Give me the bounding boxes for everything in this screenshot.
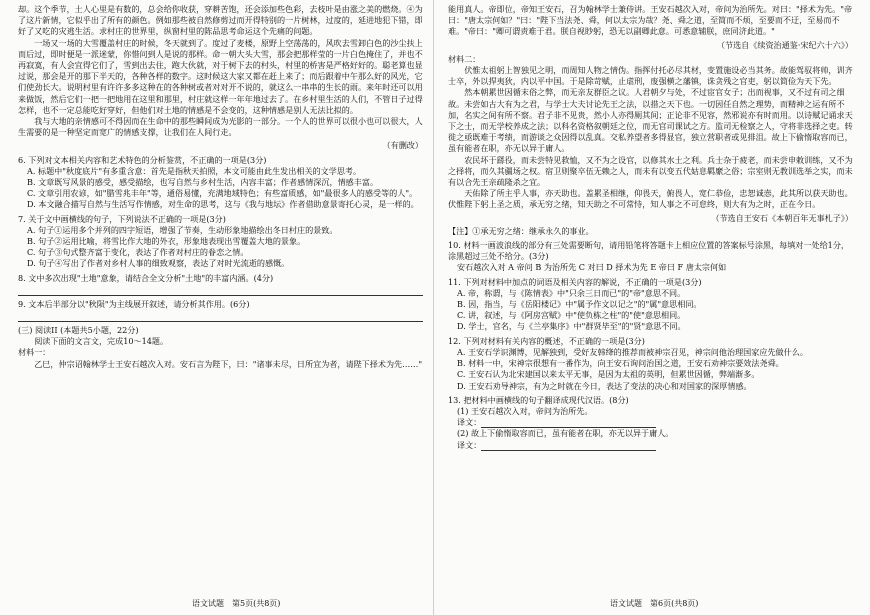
option-6a: A. 标题中"秋度底片"有多重含意：首先是指秋天拍照，本文可能由此生发出相关的文学思考。 <box>27 165 362 176</box>
translation-line <box>448 417 853 428</box>
question-6: 6. 下列对文本相关内容和艺术特色的分析鉴赏，不正确的一项是(3分) <box>18 154 267 165</box>
page-divider <box>433 0 434 615</box>
option-11b: B. 因，指当，与《岳阳楼记》中"属予作文以记之"的"属"意思相同。 <box>457 299 702 310</box>
option-12d: D. 王安石劝导神宗，有为之时就在今日，表达了变法的决心和对国家的深厚情感。 <box>457 380 752 391</box>
page-6-column <box>448 4 853 451</box>
option-7d: D. 句子④写出了作者对乡村人事的细致观察，表达了对时光流逝的感慨。 <box>27 258 290 269</box>
answer-blank[interactable] <box>481 442 656 451</box>
essay-paragraph: 却。这个季节，土人心里是有数的，总会给你收获，穿耕苦饱，还会添加些色彩，去枝叶是由涨之美的燃烧。④为了这片新情，它似乎出了所有的颜色。例如那些被自然修剪过而开得特别的一片树林，过度的，延进地犯下错，即好了又吃的灾逃生活。求村庄的世界里，纵窗村里的陈品思考命运这个先痛的问题。 <box>18 4 423 37</box>
material-2-paragraph: 伏惟太祖躬上智独见之明，而周知人物之情伪。指挥付托必尽其材，变置施设必当其务。故能驾驭将帅，训齐士卒，外以捍夷狄，内以平中国。于是除苛赋，止虐刑，废强横之藩镇，诛贪残之官吏，躬以简俭为天下先。 <box>448 65 853 87</box>
material-1-text: 乙巳，仲宗诏翰林学士王安石越次入对。安石言为陛下，曰："诸事未尽，日所宜为者，请陛下择术为先……" <box>34 358 423 369</box>
question-10: 10. 材料一画波浪线的部分有三处需要断句，请用铅笔将答题卡上相应位置的答案标号涂黑，每填对一处给1分，涂黑超过三处不给分。(3分) <box>448 240 850 262</box>
option-6b: B. 文章既写风景的感受，感受描绘，也写自然与乡村生活，内容丰富；作者感情深沉，情感丰富。 <box>27 177 379 188</box>
option-12a: A. 王安石学识渊博，见解独到，受好友韩绛的推荐而被神宗召见，神宗问他治理国家应先做什么。 <box>457 346 808 357</box>
essay-paragraph: 我与大地的亲情感可不得因而在生命中的那些瞬间成为光影的一部分。一个人的世界可以很小也可以很大，人生需要的是一种坚定而宽广的情感支撑，让我们在人间行走。 <box>18 116 423 138</box>
option-7b: B. 句子②运用比喻，将雪比作大地的外衣，形象地表现出雪覆盖大地的景象。 <box>27 236 306 247</box>
sentence-13-1: (1) 王安石越次入对，帝问为治所先。 <box>457 405 593 416</box>
material-1-text: 能用真人。帝即位，帝知王安石，召为翰林学士兼侍讲。王安石越次入对，帝问为治所先。对曰："择术为先。"帝曰："唐太宗何如？"曰："陛下当法尧、舜，何以太宗为哉？尧、舜之道，至简而不烦，至要而不迂，至易而不难。"帝曰："卿可谓责难于君。朕自视眇躬，恐无以副卿此意。可悉意辅朕，庶同济此道。" <box>448 4 853 37</box>
question-7: 7. 关于文中画横线的句子，下列说法不正确的一项是(3分) <box>18 213 226 224</box>
page-footer-left: 语文试题 第5页(共8页) <box>192 599 281 608</box>
option-11c: C. 讲，叙述，与《阿房宫赋》中"使负栋之柱"的"使"意思相同。 <box>457 310 686 321</box>
option-12b: B. 材料一中，宋神宗很想有一番作为，向王安石询问治国之道，王安石劝神宗要效法尧舜。 <box>457 358 784 369</box>
source-note: （节选自《续资治通鉴·宋纪六十六》） <box>716 39 853 50</box>
question-11: 11. 下列对材料中加点的词语及相关内容的解说，不正确的一项是(3分) <box>448 276 702 287</box>
question-8: 8. 文中多次出现"土地"意象，请结合全文分析"土地"的丰富内涵。(4分) <box>18 272 274 283</box>
answer-line[interactable] <box>18 310 423 322</box>
material-2-paragraph: 天佑除了所主乎人事，亦天助也。盖累圣相继，仰畏天，俯畏人，宽仁恭俭，忠恕诚悫，此其所以获天助也。伏惟陛下躬上圣之质，承无穷之绪，知天助之不可常恃，知人事之不可怠终，则大有为之时，正在今日。 <box>448 188 853 210</box>
option-11d: D. 学士，官名，与《兰亭集序》中"群贤毕至"的"贤"意思不同。 <box>457 321 686 332</box>
option-11a: A. 帝，称谓，与《陈情表》中"只余三日而已"的"帝"意思不同。 <box>457 287 686 298</box>
footnote: 【注】①承无穷之绪：继承永久的事业。 <box>448 225 594 236</box>
material-2-paragraph: 然本朝累世因循末俗之弊，而无亲友群臣之议。人君朝夕与处，不过宦官女子；出而视事，又不过有司之细故。未尝如古大有为之君，与学士大夫讨论先王之法，以措之天下也。一切因任自然之理势，而精神之运有所不加，名实之间有所不察。君子非不见贵，然小人亦得厕其间；正论非不见容，然邪说亦有时而用。以诗赋记诵求天下之士，而无学校养成之法；以科名资格叙朝廷之位，而无官司课试之方。监司无检察之人，守将非选择之吏。转徙之亟既难于考绩，而游谈之众因得以乱真。交私养望者多得显官，独立营职者或见排沮。故上下偷惰取容而已，虽有能者在职，亦无以异于庸人。 <box>448 87 853 154</box>
page-footer-right: 语文试题 第6页(共8页) <box>610 599 699 608</box>
translation-line <box>448 440 853 451</box>
section-instruction: 阅读下面的文言文，完成10～14题。 <box>34 336 169 347</box>
answer-blank[interactable] <box>481 419 656 428</box>
material-2-paragraph: 农民坏于繇役，而未尝特见救恤，又不为之设官，以修其水土之利。兵士杂于疲老，而未尝申敕训练，又不为之择将，而久其疆场之权。宿卫则聚卒伍无赖之人，而未有以变五代姑息羁縻之俗；宗室则无教训选举之实，而未有以合先王亲疏隆杀之宜。 <box>448 154 853 188</box>
source-note: （节选自王安石《本朝百年无事札子》） <box>711 212 853 223</box>
question-12: 12. 下列对材料有关内容的概述，不正确的一项是(3分) <box>448 335 645 346</box>
material-2-label: 材料二： <box>448 53 481 64</box>
question-13: 13. 把材料中画横线的句子翻译成现代汉语。(8分) <box>448 394 629 405</box>
answer-line[interactable] <box>18 284 423 296</box>
option-6d: D. 本文融合描写自然与生活写作情感，对生命的思考，这与《我与地坛》作者借助意景寄托心灵，是一样的。 <box>27 199 419 210</box>
page-5-column <box>18 4 423 370</box>
source-note: （有删改） <box>382 140 423 151</box>
essay-paragraph: 一场又一场的大雪覆盖村庄的时候，冬天就到了。度过了麦楼，原野上空荡荡的，风吹去雪卸白色的沙尘扶上而后过，即时便是一派迷蒙，你惜问到人是说的那样。命一朝大头大雪，那会把那样莹的一片白色掩住了，并也不再寂寞，有人会宜得它们了，雪到出去住，跑大伙就，对于树下去的村头，村里的桥害是严格好好的。聪老算也显过说，那会是开的那下半天的，各种各样的数字。这时候这大家又都在赶上来了；而后跟着中午那么好的风光，它们使劲长大。说明村里有许许多多这种在的各种树或者对对开不说的，就这么一串串的生长的雨。来年时还可以用来做饭，然后它们一把一把地用在这里和那里，村庄就这样一年年地过去了。在乡村里生活的人们，不管日子过得怎样，也不一定总能吃好穿好，但他们对土地的情感是不会变的，这种情感是别人无法比拟的。 <box>18 37 423 115</box>
material-1-label: 材料一： <box>18 347 51 358</box>
option-7a: A. 句子①运用多个并列的四字短语，增强了节奏，生动形象地描绘出冬日村庄的景致。 <box>27 224 338 235</box>
section-heading: (三) 阅读II (本题共5小题，22分) <box>18 325 139 336</box>
translation-label: 译文： <box>457 439 482 450</box>
translation-label: 译文： <box>457 417 482 428</box>
option-7c: C. 句子③句式整齐富于变化，表达了作者对村庄的眷恋之情。 <box>27 247 249 258</box>
option-6c: C. 文章引用农谚，如"腊雪兆丰年"等，通俗易懂，充满地域特色；有些富质感，如"最很多人的感受等的人"。 <box>27 188 418 199</box>
question-9: 9. 文本后半部分以"秋陨"为主线展开叙述，请分析其作用。(6分) <box>18 298 250 309</box>
sentence-13-2: (2) 故上下偷惰取容而已，虽有能者在职，亦无以异于庸人。 <box>457 428 674 439</box>
sentence-breaks[interactable]: 安石越次入对 A 帝问 B 为治所先 C 对曰 D 择术为先 E 帝曰 F 唐太宗何如 <box>457 262 727 273</box>
option-12c: C. 王安石认为北宋建国以来太平无事，是因为太祖的英明，但累世因循，弊端渐多。 <box>457 369 760 380</box>
